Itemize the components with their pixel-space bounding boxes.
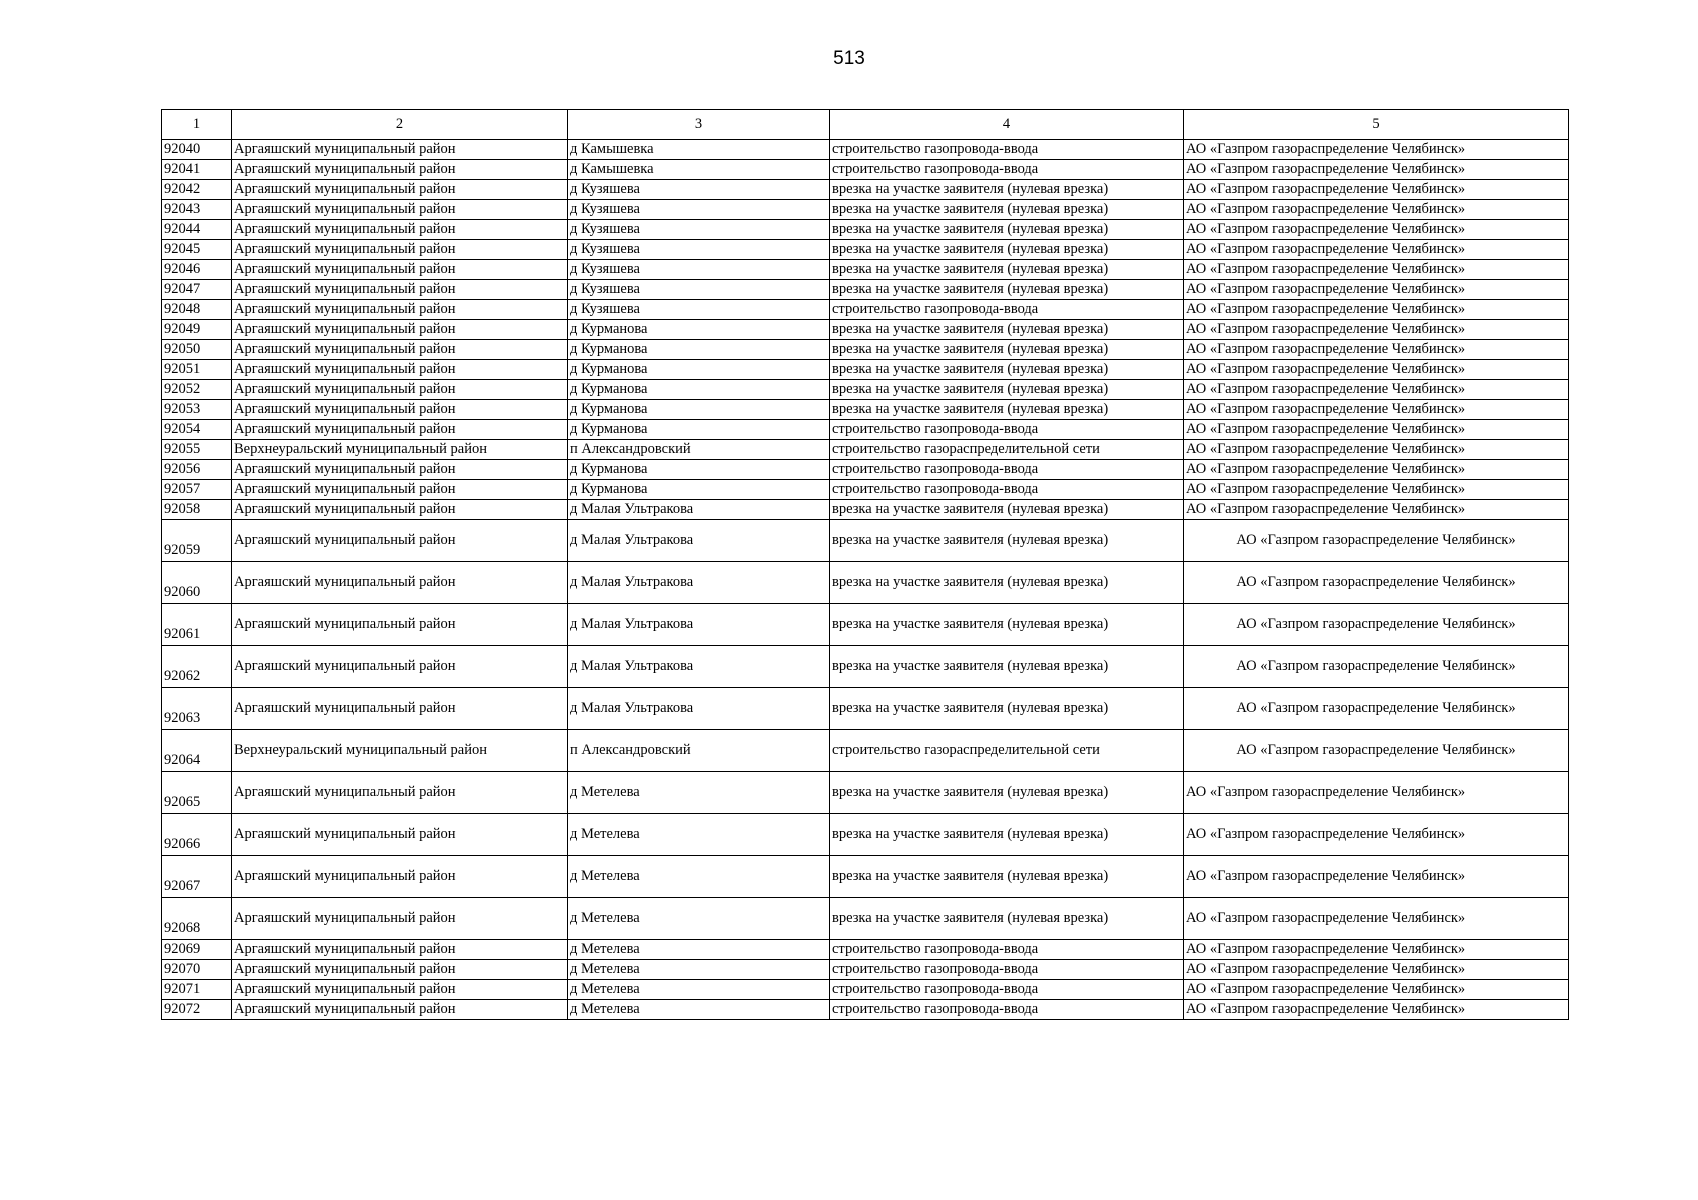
work-type-cell: врезка на участке заявителя (нулевая врезка) [830, 340, 1184, 360]
district-cell: Верхнеуральский муниципальный район [232, 730, 568, 772]
locality-cell: д Кузяшева [568, 260, 830, 280]
district-cell: Аргаяшский муниципальный район [232, 260, 568, 280]
work-type-cell: строительство газопровода-ввода [830, 160, 1184, 180]
table-row [162, 440, 1569, 460]
organization-cell: АО «Газпром газораспределение Челябинск» [1184, 220, 1569, 240]
organization-cell: АО «Газпром газораспределение Челябинск» [1184, 898, 1569, 940]
table-row [162, 360, 1569, 380]
row-number-cell: 92048 [162, 300, 232, 320]
row-number-cell: 92057 [162, 480, 232, 500]
row-number-cell: 92042 [162, 180, 232, 200]
work-type-cell: врезка на участке заявителя (нулевая врезка) [830, 280, 1184, 300]
locality-cell: д Малая Ультракова [568, 500, 830, 520]
organization-cell: АО «Газпром газораспределение Челябинск» [1184, 562, 1569, 604]
work-type-cell: врезка на участке заявителя (нулевая врезка) [830, 562, 1184, 604]
organization-cell: АО «Газпром газораспределение Челябинск» [1184, 604, 1569, 646]
register-table [161, 109, 1569, 1020]
locality-cell: д Кузяшева [568, 240, 830, 260]
district-cell: Аргаяшский муниципальный район [232, 562, 568, 604]
table-row [162, 200, 1569, 220]
organization-cell: АО «Газпром газораспределение Челябинск» [1184, 380, 1569, 400]
column-header: 1 [162, 110, 232, 140]
row-number-cell: 92071 [162, 980, 232, 1000]
column-header: 5 [1184, 110, 1569, 140]
organization-cell: АО «Газпром газораспределение Челябинск» [1184, 420, 1569, 440]
work-type-cell: врезка на участке заявителя (нулевая врезка) [830, 856, 1184, 898]
row-number-cell: 92058 [162, 500, 232, 520]
table-row [162, 814, 1569, 856]
locality-cell: д Метелева [568, 898, 830, 940]
locality-cell: д Курманова [568, 380, 830, 400]
table-row [162, 240, 1569, 260]
column-header: 2 [232, 110, 568, 140]
row-number-cell: 92040 [162, 140, 232, 160]
work-type-cell: строительство газопровода-ввода [830, 460, 1184, 480]
work-type-cell: строительство газопровода-ввода [830, 940, 1184, 960]
row-number-cell: 92046 [162, 260, 232, 280]
work-type-cell: строительство газопровода-ввода [830, 420, 1184, 440]
row-number-cell: 92047 [162, 280, 232, 300]
table-row [162, 604, 1569, 646]
district-cell: Аргаяшский муниципальный район [232, 898, 568, 940]
district-cell: Аргаяшский муниципальный район [232, 300, 568, 320]
district-cell: Аргаяшский муниципальный район [232, 220, 568, 240]
organization-cell: АО «Газпром газораспределение Челябинск» [1184, 360, 1569, 380]
table-body [162, 140, 1569, 1020]
district-cell: Аргаяшский муниципальный район [232, 420, 568, 440]
locality-cell: д Курманова [568, 400, 830, 420]
district-cell: Аргаяшский муниципальный район [232, 320, 568, 340]
district-cell: Аргаяшский муниципальный район [232, 980, 568, 1000]
row-number-cell: 92059 [162, 520, 232, 562]
organization-cell: АО «Газпром газораспределение Челябинск» [1184, 688, 1569, 730]
locality-cell: д Метелева [568, 940, 830, 960]
table-row [162, 980, 1569, 1000]
organization-cell: АО «Газпром газораспределение Челябинск» [1184, 960, 1569, 980]
table-row [162, 420, 1569, 440]
district-cell: Аргаяшский муниципальный район [232, 360, 568, 380]
district-cell: Аргаяшский муниципальный район [232, 940, 568, 960]
district-cell: Аргаяшский муниципальный район [232, 480, 568, 500]
work-type-cell: строительство газопровода-ввода [830, 980, 1184, 1000]
organization-cell: АО «Газпром газораспределение Челябинск» [1184, 340, 1569, 360]
row-number-cell: 92054 [162, 420, 232, 440]
locality-cell: д Метелева [568, 980, 830, 1000]
row-number-cell: 92056 [162, 460, 232, 480]
district-cell: Аргаяшский муниципальный район [232, 200, 568, 220]
locality-cell: п Александровский [568, 440, 830, 460]
locality-cell: д Курманова [568, 320, 830, 340]
table-row [162, 460, 1569, 480]
locality-cell: д Кузяшева [568, 180, 830, 200]
table-row [162, 500, 1569, 520]
row-number-cell: 92049 [162, 320, 232, 340]
district-cell: Верхнеуральский муниципальный район [232, 440, 568, 460]
table-row [162, 646, 1569, 688]
organization-cell: АО «Газпром газораспределение Челябинск» [1184, 730, 1569, 772]
work-type-cell: строительство газораспределительной сети [830, 730, 1184, 772]
work-type-cell: врезка на участке заявителя (нулевая врезка) [830, 260, 1184, 280]
table-row [162, 856, 1569, 898]
table-row [162, 260, 1569, 280]
district-cell: Аргаяшский муниципальный район [232, 604, 568, 646]
organization-cell: АО «Газпром газораспределение Челябинск» [1184, 400, 1569, 420]
locality-cell: д Метелева [568, 856, 830, 898]
locality-cell: д Кузяшева [568, 280, 830, 300]
locality-cell: д Малая Ультракова [568, 604, 830, 646]
column-header: 3 [568, 110, 830, 140]
locality-cell: д Малая Ультракова [568, 562, 830, 604]
header-row [162, 110, 1569, 140]
row-number-cell: 92062 [162, 646, 232, 688]
table-row [162, 520, 1569, 562]
organization-cell: АО «Газпром газораспределение Челябинск» [1184, 200, 1569, 220]
work-type-cell: врезка на участке заявителя (нулевая врезка) [830, 814, 1184, 856]
table-row [162, 280, 1569, 300]
organization-cell: АО «Газпром газораспределение Челябинск» [1184, 856, 1569, 898]
table-row [162, 300, 1569, 320]
organization-cell: АО «Газпром газораспределение Челябинск» [1184, 320, 1569, 340]
district-cell: Аргаяшский муниципальный район [232, 772, 568, 814]
work-type-cell: врезка на участке заявителя (нулевая врезка) [830, 220, 1184, 240]
row-number-cell: 92072 [162, 1000, 232, 1020]
locality-cell: п Александровский [568, 730, 830, 772]
work-type-cell: врезка на участке заявителя (нулевая врезка) [830, 380, 1184, 400]
locality-cell: д Малая Ультракова [568, 646, 830, 688]
work-type-cell: строительство газопровода-ввода [830, 480, 1184, 500]
work-type-cell: врезка на участке заявителя (нулевая врезка) [830, 320, 1184, 340]
district-cell: Аргаяшский муниципальный район [232, 180, 568, 200]
table-row [162, 730, 1569, 772]
column-header: 4 [830, 110, 1184, 140]
table-row [162, 160, 1569, 180]
locality-cell: д Курманова [568, 360, 830, 380]
organization-cell: АО «Газпром газораспределение Челябинск» [1184, 814, 1569, 856]
district-cell: Аргаяшский муниципальный район [232, 240, 568, 260]
row-number-cell: 92066 [162, 814, 232, 856]
table-row [162, 688, 1569, 730]
work-type-cell: строительство газораспределительной сети [830, 440, 1184, 460]
work-type-cell: строительство газопровода-ввода [830, 300, 1184, 320]
work-type-cell: врезка на участке заявителя (нулевая врезка) [830, 200, 1184, 220]
table-row [162, 960, 1569, 980]
locality-cell: д Метелева [568, 960, 830, 980]
work-type-cell: врезка на участке заявителя (нулевая врезка) [830, 646, 1184, 688]
locality-cell: д Метелева [568, 1000, 830, 1020]
work-type-cell: врезка на участке заявителя (нулевая врезка) [830, 180, 1184, 200]
district-cell: Аргаяшский муниципальный район [232, 646, 568, 688]
locality-cell: д Камышевка [568, 140, 830, 160]
organization-cell: АО «Газпром газораспределение Челябинск» [1184, 460, 1569, 480]
organization-cell: АО «Газпром газораспределение Челябинск» [1184, 240, 1569, 260]
organization-cell: АО «Газпром газораспределение Челябинск» [1184, 440, 1569, 460]
organization-cell: АО «Газпром газораспределение Челябинск» [1184, 980, 1569, 1000]
work-type-cell: врезка на участке заявителя (нулевая врезка) [830, 772, 1184, 814]
district-cell: Аргаяшский муниципальный район [232, 400, 568, 420]
organization-cell: АО «Газпром газораспределение Челябинск» [1184, 160, 1569, 180]
district-cell: Аргаяшский муниципальный район [232, 520, 568, 562]
table-row [162, 940, 1569, 960]
row-number-cell: 92055 [162, 440, 232, 460]
district-cell: Аргаяшский муниципальный район [232, 160, 568, 180]
locality-cell: д Курманова [568, 480, 830, 500]
organization-cell: АО «Газпром газораспределение Челябинск» [1184, 280, 1569, 300]
organization-cell: АО «Газпром газораспределение Челябинск» [1184, 480, 1569, 500]
table-row [162, 180, 1569, 200]
table-row [162, 340, 1569, 360]
table-row [162, 772, 1569, 814]
page-number: 513 [833, 48, 865, 69]
organization-cell: АО «Газпром газораспределение Челябинск» [1184, 260, 1569, 280]
row-number-cell: 92070 [162, 960, 232, 980]
table-row [162, 400, 1569, 420]
row-number-cell: 92064 [162, 730, 232, 772]
row-number-cell: 92051 [162, 360, 232, 380]
district-cell: Аргаяшский муниципальный район [232, 340, 568, 360]
table-header [162, 110, 1569, 140]
organization-cell: АО «Газпром газораспределение Челябинск» [1184, 646, 1569, 688]
locality-cell: д Курманова [568, 420, 830, 440]
organization-cell: АО «Газпром газораспределение Челябинск» [1184, 140, 1569, 160]
organization-cell: АО «Газпром газораспределение Челябинск» [1184, 180, 1569, 200]
organization-cell: АО «Газпром газораспределение Челябинск» [1184, 940, 1569, 960]
organization-cell: АО «Газпром газораспределение Челябинск» [1184, 500, 1569, 520]
locality-cell: д Малая Ультракова [568, 520, 830, 562]
row-number-cell: 92043 [162, 200, 232, 220]
district-cell: Аргаяшский муниципальный район [232, 856, 568, 898]
locality-cell: д Метелева [568, 814, 830, 856]
locality-cell: д Малая Ультракова [568, 688, 830, 730]
work-type-cell: врезка на участке заявителя (нулевая врезка) [830, 688, 1184, 730]
district-cell: Аргаяшский муниципальный район [232, 380, 568, 400]
locality-cell: д Кузяшева [568, 220, 830, 240]
locality-cell: д Метелева [568, 772, 830, 814]
district-cell: Аргаяшский муниципальный район [232, 460, 568, 480]
table-row [162, 220, 1569, 240]
district-cell: Аргаяшский муниципальный район [232, 140, 568, 160]
row-number-cell: 92067 [162, 856, 232, 898]
row-number-cell: 92045 [162, 240, 232, 260]
work-type-cell: врезка на участке заявителя (нулевая врезка) [830, 898, 1184, 940]
district-cell: Аргаяшский муниципальный район [232, 814, 568, 856]
row-number-cell: 92050 [162, 340, 232, 360]
district-cell: Аргаяшский муниципальный район [232, 500, 568, 520]
row-number-cell: 92060 [162, 562, 232, 604]
table-row [162, 898, 1569, 940]
table-row [162, 1000, 1569, 1020]
work-type-cell: врезка на участке заявителя (нулевая врезка) [830, 240, 1184, 260]
organization-cell: АО «Газпром газораспределение Челябинск» [1184, 300, 1569, 320]
work-type-cell: строительство газопровода-ввода [830, 960, 1184, 980]
work-type-cell: строительство газопровода-ввода [830, 140, 1184, 160]
row-number-cell: 92053 [162, 400, 232, 420]
work-type-cell: врезка на участке заявителя (нулевая врезка) [830, 520, 1184, 562]
locality-cell: д Камышевка [568, 160, 830, 180]
work-type-cell: врезка на участке заявителя (нулевая врезка) [830, 400, 1184, 420]
work-type-cell: врезка на участке заявителя (нулевая врезка) [830, 500, 1184, 520]
organization-cell: АО «Газпром газораспределение Челябинск» [1184, 1000, 1569, 1020]
row-number-cell: 92065 [162, 772, 232, 814]
row-number-cell: 92069 [162, 940, 232, 960]
locality-cell: д Курманова [568, 460, 830, 480]
work-type-cell: врезка на участке заявителя (нулевая врезка) [830, 360, 1184, 380]
row-number-cell: 92041 [162, 160, 232, 180]
locality-cell: д Кузяшева [568, 300, 830, 320]
work-type-cell: врезка на участке заявителя (нулевая врезка) [830, 604, 1184, 646]
district-cell: Аргаяшский муниципальный район [232, 688, 568, 730]
row-number-cell: 92063 [162, 688, 232, 730]
organization-cell: АО «Газпром газораспределение Челябинск» [1184, 520, 1569, 562]
work-type-cell: строительство газопровода-ввода [830, 1000, 1184, 1020]
table-row [162, 562, 1569, 604]
row-number-cell: 92044 [162, 220, 232, 240]
organization-cell: АО «Газпром газораспределение Челябинск» [1184, 772, 1569, 814]
district-cell: Аргаяшский муниципальный район [232, 960, 568, 980]
table-row [162, 320, 1569, 340]
locality-cell: д Кузяшева [568, 200, 830, 220]
locality-cell: д Курманова [568, 340, 830, 360]
row-number-cell: 92061 [162, 604, 232, 646]
table-row [162, 480, 1569, 500]
table-row [162, 140, 1569, 160]
row-number-cell: 92052 [162, 380, 232, 400]
table-row [162, 380, 1569, 400]
district-cell: Аргаяшский муниципальный район [232, 1000, 568, 1020]
row-number-cell: 92068 [162, 898, 232, 940]
district-cell: Аргаяшский муниципальный район [232, 280, 568, 300]
